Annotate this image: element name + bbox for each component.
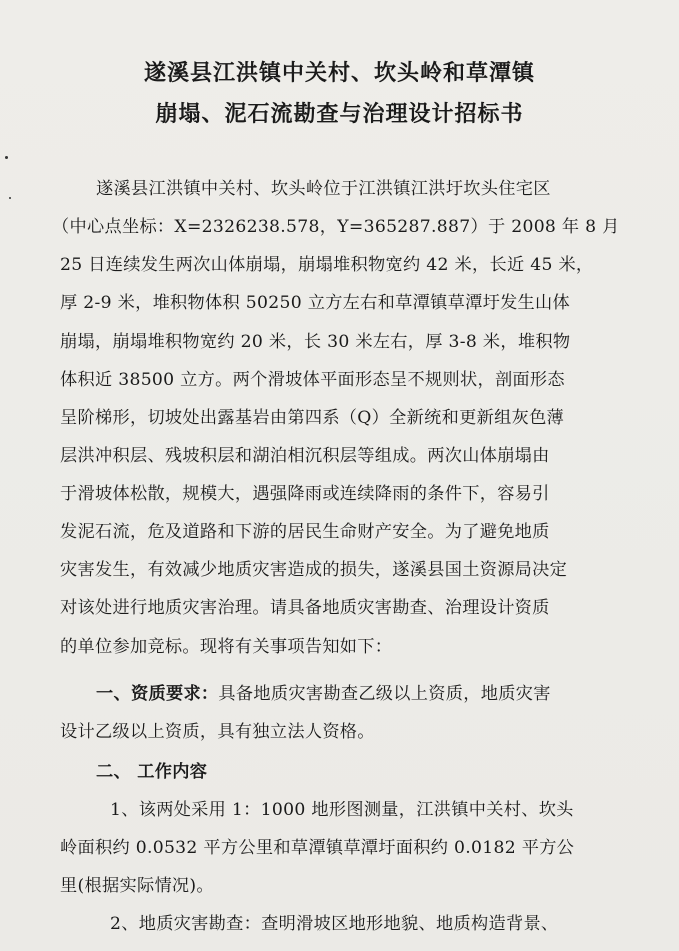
item-2-line: 2、地质灾害勘查：查明滑坡区地形地貌、地质构造背景、 — [110, 914, 559, 934]
section-1-line-1 — [96, 679, 551, 704]
section-1-text: 具备地质灾害勘查乙级以上资质，地质灾害 — [218, 684, 551, 704]
item-1-line: 1、该两处采用 1：1000 地形图测量，江洪镇中关村、坎头 — [110, 800, 574, 820]
section-1-line-2: 设计乙级以上资质，具有独立法人资格。 — [60, 722, 375, 742]
body-line: 的单位参加竞标。现将有关事项告知如下： — [60, 637, 393, 657]
document-title-line-2: 崩塌、泥石流勘查与治理设计招标书 — [155, 101, 524, 127]
body-line: 体积近 38500 立方。两个滑坡体平面形态呈不规则状，剖面形态 — [60, 370, 565, 390]
body-line: 崩塌，崩塌堆积物宽约 20 米，长 30 米左右，厚 3-8 米，堆积物 — [60, 332, 571, 352]
body-line: 层洪冲积层、残坡积层和湖泊相沉积层等组成。两次山体崩塌由 — [60, 446, 550, 466]
body-line: 灾害发生，有效减少地质灾害造成的损失，遂溪县国土资源局决定 — [60, 560, 568, 580]
body-line: 呈阶梯形，切坡处出露基岩由第四系（Q）全新统和更新组灰色薄 — [60, 408, 565, 428]
scan-speck — [9, 197, 11, 199]
document-title-line-1: 遂溪县江洪镇中关村、坎头岭和草潭镇 — [143, 60, 535, 86]
item-1-line: 岭面积约 0.0532 平方公里和草潭镇草潭圩面积约 0.0182 平方公 — [60, 838, 575, 858]
body-line: 遂溪县江洪镇中关村、坎头岭位于江洪镇江洪圩坎头住宅区 — [96, 179, 551, 199]
body-line: 对该处进行地质灾害治理。请具备地质灾害勘查、治理设计资质 — [60, 598, 550, 618]
body-line: 发泥石流，危及道路和下游的居民生命财产安全。为了避免地质 — [60, 522, 550, 542]
item-1-line: 里(根据实际情况)。 — [60, 876, 214, 896]
body-line: 于滑坡体松散，规模大，遇强降雨或连续降雨的条件下，容易引 — [60, 484, 550, 504]
scan-speck — [5, 156, 8, 159]
body-line: （中心点坐标：X=2326238.578，Y=365287.887）于 2008 年 8 月 — [52, 217, 620, 237]
body-line: 厚 2-9 米，堆积物体积 50250 立方左右和草潭镇草潭圩发生山体 — [60, 293, 571, 313]
body-line: 25 日连续发生两次山体崩塌，崩塌堆积物宽约 42 米，长近 45 米， — [60, 255, 594, 275]
section-2-heading: 二、 工作内容 — [96, 762, 208, 782]
section-1-heading: 一、资质要求： — [96, 684, 219, 704]
